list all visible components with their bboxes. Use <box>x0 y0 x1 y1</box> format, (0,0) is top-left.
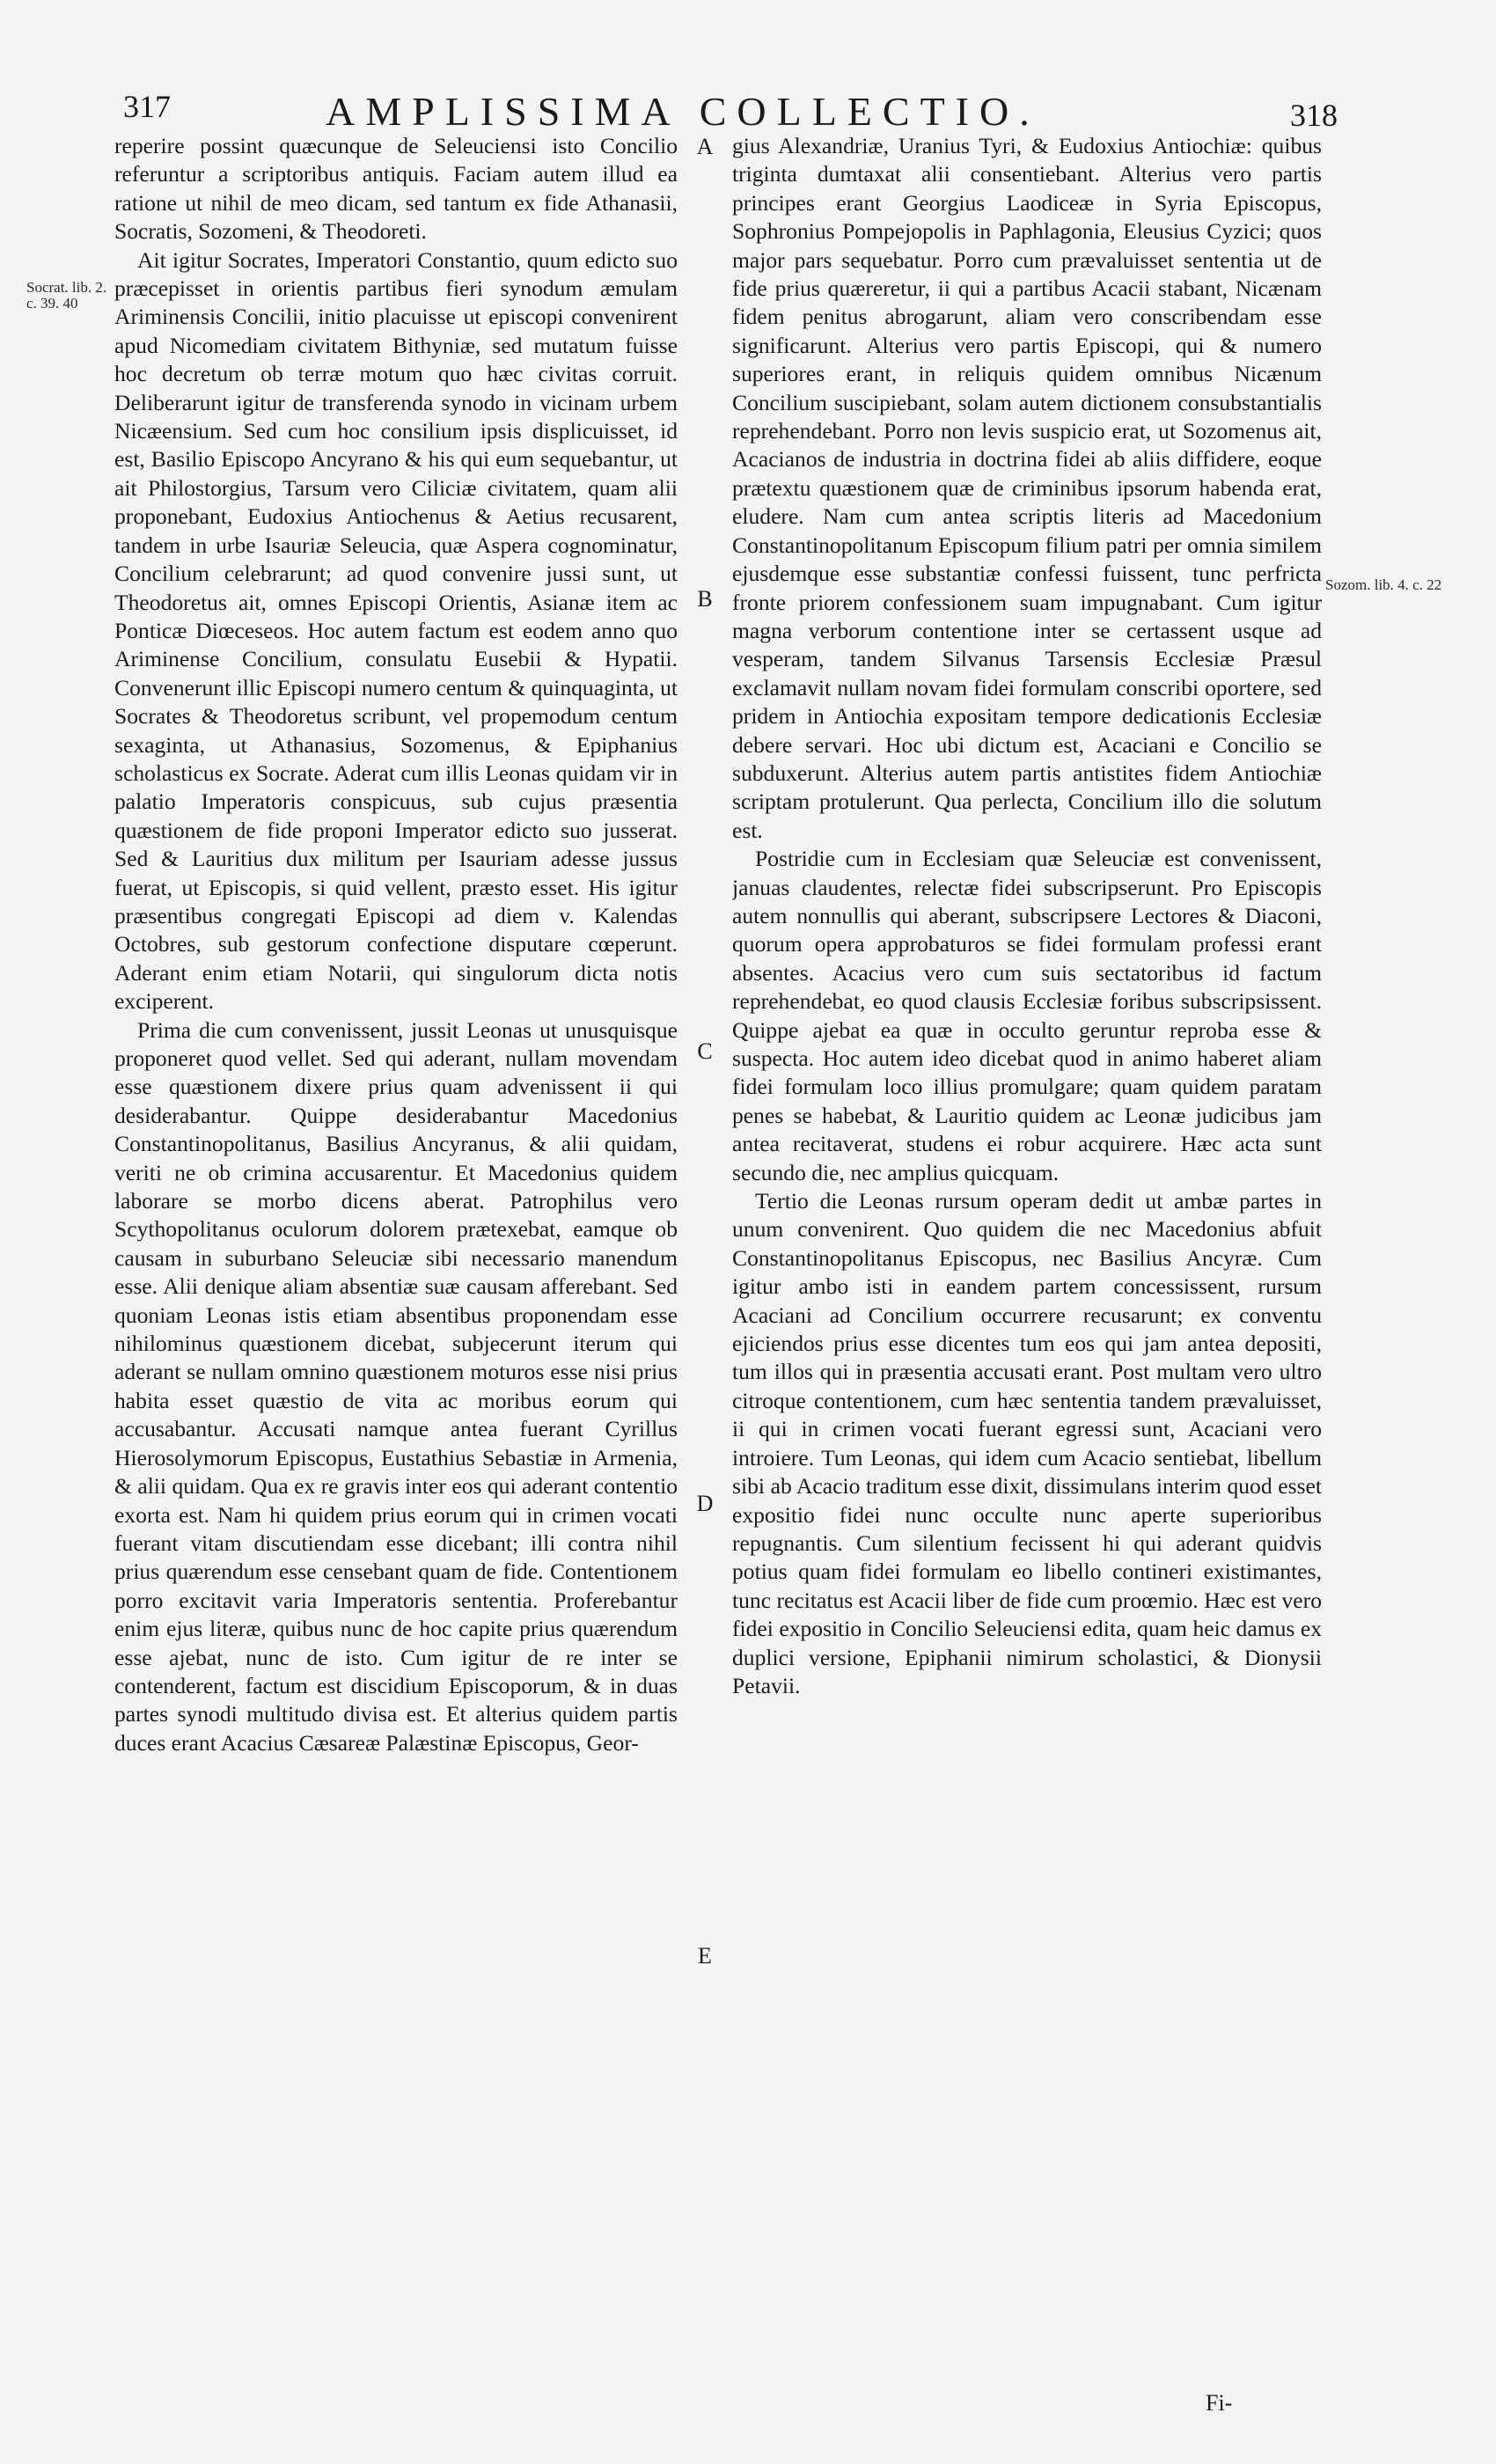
section-letter-b: B <box>697 586 713 612</box>
page-number-left: 317 <box>123 89 171 124</box>
section-letter-a: A <box>696 134 714 159</box>
section-letter-e: E <box>698 1943 712 1969</box>
right-column <box>732 132 1322 2438</box>
paragraph: Ait igitur Socrates, Imperatori Constantio, quum edicto suo præcepisset in orientis partibus fieri synodum æmulam Ariminensis Concilii, initio placuisse ut episcopi convenirent apud Nicomediam civitatem Bithyniæ, sed mutatum fuisse hoc decretum ob terræ motum quo hæc civitas corruit. Deliberarunt igitur de transferenda synodo in vicinam urbem Nicæensium. Sed cum hoc consilium ipsis displicuisset, id est, Basilio Episcopo Ancyrano & his qui eum sequebantur, ut ait Philostorgius, Tarsum vero Ciliciæ civitatem, quam alii proponebant, Eudoxius Antiochenus & Aetius recusarent, tandem in urbe Isauriæ Seleucia, quæ Aspera cognominatur, Concilium celebrarunt; ad quod convenire jussi sunt, ut Theodoretus ait, omnes Episcopi Orientis, Asianæ item ac Ponticæ Diœceseos. Hoc autem factum est eodem anno quo Ariminense Concilium, consulatu Eusebii & Hypatii. Convenerunt illic Episcopi numero centum & quinquaginta, ut Socrates & Theodoretus scribunt, vel propemodum centum sexaginta, ut Athanasius, Sozomenus, & Epiphanius scholasticus ex Socrate. Aderat cum illis Leonas quidam vir in palatio Imperatoris conspicuus, sub cujus præsentia quæstionem de fide proponi Imperator edicto suo jusserat. Sed & Lauritius dux militum per Isauriam adesse jussus fuerat, ut Episcopis, si quid vellent, præsto esset. His igitur præsentibus congregati Episcopi ad diem v. Kalendas Octobres, sub gestorum confectione disputare cœperunt. Aderant enim etiam Notarii, qui singulorum dicta notis exciperent. <box>114 246 678 1015</box>
margin-note-right: Sozom. lib. 4. c. 22 <box>1325 576 1442 593</box>
page-number-right: 318 <box>1290 98 1338 133</box>
paragraph: gius Alexandriæ, Uranius Tyri, & Eudoxius Antiochiæ: quibus triginta dumtaxat alii consentiebant. Alterius vero partis principes erant Georgius Laodiceæ in Syria Episcopus, Sophronius Pompejopolis in Paphlagonia, Eleusius Cyzici; quos major pars sequebatur. Porro cum prævaluisset sententia ut de fide prius quæreretur, ii qui a partibus Acacii stabant, Nicænam fidem penitus abrogarunt, aliam vero conscribendam esse significarunt. Alterius vero partis Episcopi, qui & numero superiores erant, in reliquis quidem omnibus Nicænum Concilium suscipiebant, solam autem dictionem consubstantialis reprehendebant. Porro non levis suspicio erat, ut Sozomenus ait, Acacianos de industria in doctrina fidei ab aliis diffidere, eoque prætextu quæstionem quæ de criminibus ipsorum habenda erat, eludere. Nam cum antea scriptis literis ad Macedonium Constantinopolitanum Episcopum filium patri per omnia similem ejusdemque esse substantiæ confessi fuissent, tunc perfricta fronte priorem confessionem suam impugnabant. Cum igitur magna verborum contentione inter se certassent usque ad vesperam, tandem Silvanus Tarsensis Ecclesiæ Præsul exclamavit nullam novam fidei formulam conscribi oportere, sed pridem in Antiochia expositam tempore dedicationis Ecclesiæ debere servari. Hoc ubi dictum est, Acaciani e Concilio se subduxerunt. Alterius autem partis antistites fidem Antiochiæ scriptam protulerunt. Qua perlecta, Concilium illo die solutum est. <box>732 133 1322 843</box>
section-letter-d: D <box>696 1491 714 1516</box>
paragraph: Postridie cum in Ecclesiam quæ Seleuciæ est convenissent, januas claudentes, relectæ fidei subscripserunt. Pro Episcopis autem nonnullis qui aberant, subscripsere Lectores & Diaconi, quorum opera approbaturos se fidei formulam professi erant absentes. Acacius vero cum suis sectatoribus id factum reprehendebat, eo quod clausis Ecclesiæ foribus subscripsissent. Quippe ajebat ea quæ in occulto geruntur reproba esse & suspecta. Hoc autem ideo dicebat quod in animo haberet aliam fidei formulam loco illius promulgare; quam quidem paratam penes se habebat, & Lauritio quidem ac Leonæ judicibus jam antea recitaverat, studens ei robur acquirere. Hæc acta sunt secundo die, nec amplius quicquam. <box>732 846 1322 1185</box>
margin-note-left: Socrat. lib. 2. c. 39. 40 <box>26 279 107 312</box>
paragraph: Prima die cum convenissent, jussit Leonas ut unusquisque proponeret quod vellet. Sed qui aderant, nullam movendam esse quæstionem dixere prius quam advenissent ii qui desiderabantur. Quippe desiderabantur Macedonius Constantinopolitanus, Basilius Ancyranus, & alii quidam, veriti ne ob crimina accusarentur. Et Macedonius quidem laborare se morbo dicens aberat. Patrophilus vero Scythopolitanus oculorum dolorem prætexebat, eamque ob causam in suburbano Seleuciæ sibi necessario manendum esse. Alii denique aliam absentiæ suæ causam afferebant. Sed quoniam Leonas istis etiam absentibus proponendam esse nihilominus quæstionem dicebat, subjecerunt iterum qui aderant se nullam omnino quæstionem moturos esse nisi prius habita esset quæstio de vita ac moribus eorum qui accusabantur. Accusati namque antea fuerant Cyrillus Hierosolymorum Episcopus, Eustathius Sebastiæ in Armenia, & alii quidam. Qua ex re gravis inter eos qui aderant contentio exorta est. Nam hi quidem prius eorum qui in crimen vocati fuerant vitam discutiendam esse dicebant; illi contra nihil prius quærendum esse censebant quam de fide. Contentionem porro excitavit varia Imperatoris sententia. Proferebantur enim ejus literæ, quibus nunc de hoc capite prius quærendum esse ajebat, nunc de isto. Cum igitur de re inter se contenderent, factum est discidium Episcoporum, & in duas partes synodi multitudo divisa est. Et alterius quidem partis duces erant Acacius Cæsareæ Palæstinæ Episcopus, Geor- <box>114 1016 678 1756</box>
paragraph: Tertio die Leonas rursum operam dedit ut ambæ partes in unum convenirent. Quo quidem die nec Macedonius abfuit Constantinopolitanus Episcopus, nec Basilius Ancyræ. Cum igitur ambo isti in eandem partem concessissent, rursum Acaciani ad Concilium occurrere recusarunt; ex conventu ejiciendos prius esse dicentes tum eos qui jam antea depositi, tum illos qui in præsentia accusati erant. Post multam vero ultro citroque contentionem, cum hæc sententia tandem prævaluisset, ii qui in crimen vocati fuerant egressi sunt, Acaciani vero introiere. Tum Leonas, qui idem cum Acacio sentiebat, libellum sibi ab Acacio traditum esse dixit, dissimulans interim quod esset expositio fidei nunc occulte nunc aperte superioribus repugnantis. Cum silentium fecissent hi qui aderant quidvis potius quam fidei formulam eo libello contineri existimantes, tunc recitatus est Acacii liber de fide cum proœmio. Hæc est vero fidei expositio in Concilio Seleuciensi edita, quam heic damus ex duplici versione, Epiphanii nimirum scholastici, & Dionysii Petavii. <box>732 1188 1322 1698</box>
running-title: AMPLISSIMA COLLECTIO. <box>326 89 1040 134</box>
section-letter-c: C <box>697 1038 713 1064</box>
catchword: Fi- <box>1206 2390 1233 2416</box>
paragraph: reperire possint quæcunque de Seleuciensi isto Concilio referuntur a scriptoribus antiquis. Faciam autem illud ea ratione ut nihil de meo dicam, sed tantum ex fide Athanasii, Socratis, Sozomeni, & Theodoreti. <box>114 133 678 245</box>
left-column <box>114 132 678 2438</box>
